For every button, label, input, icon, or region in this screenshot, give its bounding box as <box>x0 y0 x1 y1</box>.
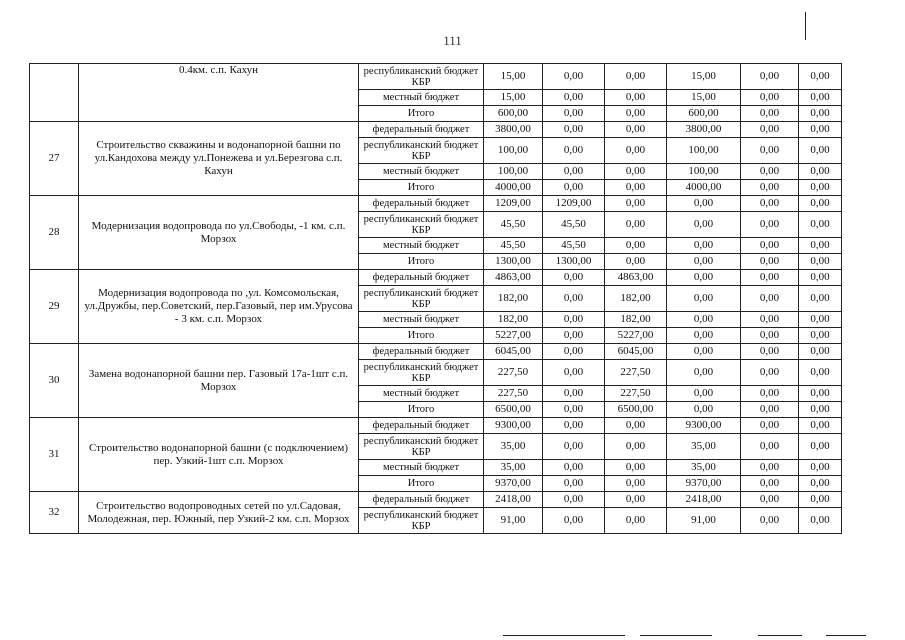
amount-cell: 1300,00 <box>543 254 605 270</box>
amount-cell: 227,50 <box>605 386 667 402</box>
amount-cell: 0,00 <box>543 418 605 434</box>
funding-source: республиканский бюджет КБР <box>359 434 484 460</box>
amount-cell: 35,00 <box>484 460 543 476</box>
funding-source: местный бюджет <box>359 238 484 254</box>
amount-cell: 0,00 <box>799 328 842 344</box>
amount-cell: 45,50 <box>484 212 543 238</box>
amount-cell: 0,00 <box>799 196 842 212</box>
amount-cell: 6500,00 <box>484 402 543 418</box>
amount-cell: 0,00 <box>543 402 605 418</box>
funding-source: республиканский бюджет КБР <box>359 286 484 312</box>
amount-cell: 0,00 <box>605 508 667 534</box>
funding-source: федеральный бюджет <box>359 122 484 138</box>
amount-cell: 0,00 <box>799 344 842 360</box>
amount-cell: 0,00 <box>741 212 799 238</box>
amount-cell: 0,00 <box>799 122 842 138</box>
amount-cell: 1300,00 <box>484 254 543 270</box>
amount-cell: 0,00 <box>741 286 799 312</box>
project-description: Строительство скважины и водонапорной башни по ул.Кандохова между ул.Понежева и ул.Березгова с.п. Кахун <box>79 122 359 196</box>
amount-cell: 6045,00 <box>605 344 667 360</box>
amount-cell: 0,00 <box>799 286 842 312</box>
amount-cell: 0,00 <box>543 286 605 312</box>
amount-cell: 0,00 <box>667 402 741 418</box>
amount-cell: 0,00 <box>543 180 605 196</box>
funding-source: местный бюджет <box>359 164 484 180</box>
amount-cell: 35,00 <box>667 460 741 476</box>
amount-cell: 0,00 <box>741 270 799 286</box>
amount-cell: 15,00 <box>484 90 543 106</box>
amount-cell: 100,00 <box>667 138 741 164</box>
project-description: 0.4км. с.п. Кахун <box>79 64 359 122</box>
amount-cell: 3800,00 <box>484 122 543 138</box>
funding-source: местный бюджет <box>359 460 484 476</box>
amount-cell: 0,00 <box>605 434 667 460</box>
project-description: Замена водонапорной башни пер. Газовый 17а-1шт с.п. Морзох <box>79 344 359 418</box>
amount-cell: 600,00 <box>484 106 543 122</box>
amount-cell: 6500,00 <box>605 402 667 418</box>
funding-source: местный бюджет <box>359 386 484 402</box>
page-number: 111 <box>443 33 462 48</box>
amount-cell: 100,00 <box>667 164 741 180</box>
funding-source: Итого <box>359 328 484 344</box>
amount-cell: 0,00 <box>543 476 605 492</box>
table-row <box>30 418 842 434</box>
amount-cell: 0,00 <box>543 460 605 476</box>
amount-cell: 0,00 <box>605 138 667 164</box>
amount-cell: 0,00 <box>741 386 799 402</box>
amount-cell: 0,00 <box>741 360 799 386</box>
table-row <box>30 64 842 90</box>
amount-cell: 0,00 <box>667 328 741 344</box>
amount-cell: 0,00 <box>543 492 605 508</box>
funding-source: Итого <box>359 180 484 196</box>
amount-cell: 0,00 <box>605 180 667 196</box>
amount-cell: 0,00 <box>799 460 842 476</box>
amount-cell: 0,00 <box>667 360 741 386</box>
amount-cell: 0,00 <box>605 164 667 180</box>
amount-cell: 0,00 <box>741 508 799 534</box>
amount-cell: 0,00 <box>741 106 799 122</box>
amount-cell: 0,00 <box>605 64 667 90</box>
amount-cell: 0,00 <box>799 138 842 164</box>
funding-source: федеральный бюджет <box>359 418 484 434</box>
funding-source: республиканский бюджет КБР <box>359 508 484 534</box>
amount-cell: 0,00 <box>605 238 667 254</box>
funding-source: федеральный бюджет <box>359 492 484 508</box>
amount-cell: 0,00 <box>741 254 799 270</box>
row-number: 31 <box>30 418 79 492</box>
amount-cell: 0,00 <box>741 312 799 328</box>
amount-cell: 0,00 <box>543 106 605 122</box>
amount-cell: 0,00 <box>543 434 605 460</box>
amount-cell: 0,00 <box>741 328 799 344</box>
table-row <box>30 196 842 212</box>
amount-cell: 0,00 <box>741 64 799 90</box>
row-number: 30 <box>30 344 79 418</box>
amount-cell: 0,00 <box>741 238 799 254</box>
amount-cell: 15,00 <box>667 64 741 90</box>
amount-cell: 0,00 <box>799 212 842 238</box>
amount-cell: 0,00 <box>543 386 605 402</box>
amount-cell: 0,00 <box>543 360 605 386</box>
funding-source: федеральный бюджет <box>359 270 484 286</box>
amount-cell: 0,00 <box>741 138 799 164</box>
table-row <box>30 344 842 360</box>
funding-source: Итого <box>359 476 484 492</box>
funding-source: Итого <box>359 402 484 418</box>
amount-cell: 35,00 <box>667 434 741 460</box>
amount-cell: 0,00 <box>543 508 605 534</box>
table-row <box>30 492 842 508</box>
amount-cell: 15,00 <box>484 64 543 90</box>
funding-source: федеральный бюджет <box>359 196 484 212</box>
amount-cell: 0,00 <box>799 270 842 286</box>
amount-cell: 0,00 <box>543 270 605 286</box>
funding-source: местный бюджет <box>359 90 484 106</box>
amount-cell: 0,00 <box>799 254 842 270</box>
amount-cell: 0,00 <box>741 344 799 360</box>
amount-cell: 0,00 <box>741 164 799 180</box>
funding-source: республиканский бюджет КБР <box>359 64 484 90</box>
amount-cell: 35,00 <box>484 434 543 460</box>
amount-cell: 0,00 <box>667 344 741 360</box>
amount-cell: 182,00 <box>484 286 543 312</box>
amount-cell: 0,00 <box>605 254 667 270</box>
amount-cell: 0,00 <box>741 434 799 460</box>
amount-cell: 0,00 <box>667 270 741 286</box>
amount-cell: 15,00 <box>667 90 741 106</box>
amount-cell: 9370,00 <box>484 476 543 492</box>
funding-source: республиканский бюджет КБР <box>359 360 484 386</box>
project-description: Строительство водопроводных сетей по ул.Садовая, Молодежная, пер. Южный, пер Узкий-2 км. с.п. Морзох <box>79 492 359 534</box>
row-number <box>30 64 79 122</box>
amount-cell: 0,00 <box>799 312 842 328</box>
amount-cell: 0,00 <box>799 402 842 418</box>
amount-cell: 182,00 <box>484 312 543 328</box>
amount-cell: 6045,00 <box>484 344 543 360</box>
project-description: Модернизация водопровода по ул.Свободы, -1 км. с.п. Морзох <box>79 196 359 270</box>
amount-cell: 0,00 <box>741 460 799 476</box>
amount-cell: 0,00 <box>799 180 842 196</box>
amount-cell: 4000,00 <box>484 180 543 196</box>
amount-cell: 182,00 <box>605 312 667 328</box>
amount-cell: 0,00 <box>605 196 667 212</box>
amount-cell: 45,50 <box>543 238 605 254</box>
amount-cell: 2418,00 <box>667 492 741 508</box>
amount-cell: 0,00 <box>667 286 741 312</box>
amount-cell: 91,00 <box>484 508 543 534</box>
amount-cell: 0,00 <box>799 64 842 90</box>
amount-cell: 0,00 <box>741 196 799 212</box>
amount-cell: 0,00 <box>667 238 741 254</box>
scan-mark-top-right <box>805 12 806 40</box>
funding-source: местный бюджет <box>359 312 484 328</box>
amount-cell: 100,00 <box>484 138 543 164</box>
amount-cell: 600,00 <box>667 106 741 122</box>
amount-cell: 0,00 <box>543 138 605 164</box>
amount-cell: 0,00 <box>799 164 842 180</box>
row-number: 28 <box>30 196 79 270</box>
amount-cell: 0,00 <box>799 90 842 106</box>
row-number: 27 <box>30 122 79 196</box>
amount-cell: 0,00 <box>667 196 741 212</box>
table-row <box>30 270 842 286</box>
amount-cell: 1209,00 <box>484 196 543 212</box>
amount-cell: 1209,00 <box>543 196 605 212</box>
amount-cell: 0,00 <box>605 106 667 122</box>
project-description: Строительство водонапорной башни (с подключением) пер. Узкий-1шт с.п. Морзох <box>79 418 359 492</box>
scan-mark-bottom-4 <box>826 635 866 636</box>
amount-cell: 4863,00 <box>484 270 543 286</box>
funding-source: Итого <box>359 254 484 270</box>
amount-cell: 227,50 <box>484 360 543 386</box>
amount-cell: 0,00 <box>667 212 741 238</box>
project-description: Модернизация водопровода по ,ул. Комсомольская, ул.Дружбы, пер.Советский, пер.Газовый, пер им.Урусова - 3 км. с.п. Морзох <box>79 270 359 344</box>
amount-cell: 0,00 <box>799 492 842 508</box>
amount-cell: 0,00 <box>741 180 799 196</box>
row-number: 32 <box>30 492 79 534</box>
amount-cell: 0,00 <box>667 386 741 402</box>
amount-cell: 3800,00 <box>667 122 741 138</box>
amount-cell: 0,00 <box>741 122 799 138</box>
amount-cell: 0,00 <box>543 122 605 138</box>
amount-cell: 227,50 <box>484 386 543 402</box>
funding-source: федеральный бюджет <box>359 344 484 360</box>
amount-cell: 5227,00 <box>605 328 667 344</box>
funding-source: Итого <box>359 106 484 122</box>
amount-cell: 0,00 <box>741 492 799 508</box>
scan-mark-bottom-3 <box>758 635 802 636</box>
amount-cell: 0,00 <box>605 460 667 476</box>
amount-cell: 0,00 <box>741 418 799 434</box>
amount-cell: 0,00 <box>799 238 842 254</box>
funding-source: республиканский бюджет КБР <box>359 138 484 164</box>
amount-cell: 0,00 <box>605 476 667 492</box>
funding-source: республиканский бюджет КБР <box>359 212 484 238</box>
amount-cell: 9300,00 <box>484 418 543 434</box>
amount-cell: 0,00 <box>605 418 667 434</box>
amount-cell: 0,00 <box>667 254 741 270</box>
amount-cell: 0,00 <box>799 360 842 386</box>
scan-mark-bottom-2 <box>640 635 712 636</box>
amount-cell: 45,50 <box>484 238 543 254</box>
amount-cell: 182,00 <box>605 286 667 312</box>
amount-cell: 0,00 <box>605 90 667 106</box>
amount-cell: 0,00 <box>799 434 842 460</box>
amount-cell: 5227,00 <box>484 328 543 344</box>
row-number: 29 <box>30 270 79 344</box>
budget-table <box>29 63 842 534</box>
amount-cell: 0,00 <box>543 64 605 90</box>
amount-cell: 0,00 <box>605 492 667 508</box>
amount-cell: 0,00 <box>543 312 605 328</box>
amount-cell: 2418,00 <box>484 492 543 508</box>
amount-cell: 0,00 <box>799 106 842 122</box>
amount-cell: 0,00 <box>799 418 842 434</box>
amount-cell: 0,00 <box>799 386 842 402</box>
amount-cell: 0,00 <box>741 476 799 492</box>
amount-cell: 0,00 <box>543 344 605 360</box>
amount-cell: 9370,00 <box>667 476 741 492</box>
amount-cell: 0,00 <box>543 90 605 106</box>
amount-cell: 0,00 <box>605 122 667 138</box>
amount-cell: 0,00 <box>741 90 799 106</box>
table-row <box>30 122 842 138</box>
amount-cell: 0,00 <box>543 164 605 180</box>
amount-cell: 4863,00 <box>605 270 667 286</box>
amount-cell: 0,00 <box>799 476 842 492</box>
amount-cell: 0,00 <box>799 508 842 534</box>
amount-cell: 227,50 <box>605 360 667 386</box>
amount-cell: 100,00 <box>484 164 543 180</box>
amount-cell: 0,00 <box>543 328 605 344</box>
scan-mark-bottom-1 <box>503 635 625 636</box>
amount-cell: 0,00 <box>741 402 799 418</box>
amount-cell: 4000,00 <box>667 180 741 196</box>
amount-cell: 0,00 <box>667 312 741 328</box>
amount-cell: 45,50 <box>543 212 605 238</box>
amount-cell: 9300,00 <box>667 418 741 434</box>
amount-cell: 0,00 <box>605 212 667 238</box>
amount-cell: 91,00 <box>667 508 741 534</box>
